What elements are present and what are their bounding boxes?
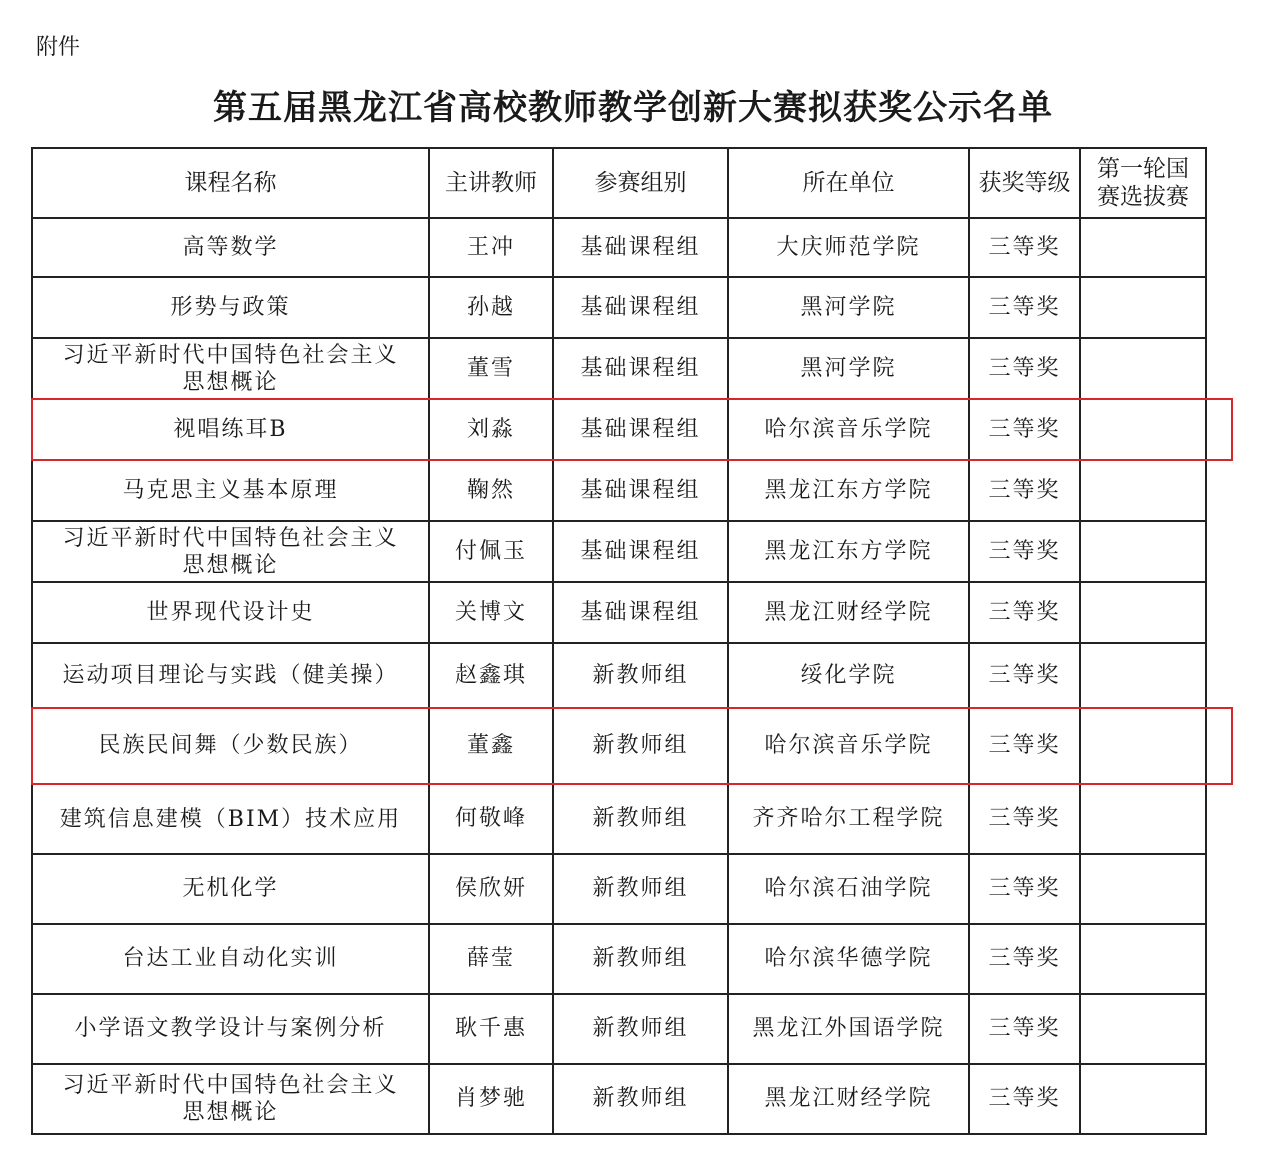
cell-course: 无机化学 [32, 854, 429, 924]
cell-course: 台达工业自动化实训 [32, 924, 429, 994]
cell-award: 三等奖 [969, 1064, 1080, 1134]
cell-course: 习近平新时代中国特色社会主义思想概论 [32, 521, 429, 582]
table-row [32, 854, 1206, 924]
cell-national [1080, 521, 1206, 582]
cell-teacher: 王冲 [429, 218, 553, 277]
table-row [32, 218, 1206, 277]
table-row [32, 277, 1206, 338]
cell-group: 基础课程组 [553, 218, 728, 277]
cell-national [1080, 994, 1206, 1064]
cell-national [1080, 643, 1206, 708]
cell-group: 基础课程组 [553, 277, 728, 338]
cell-teacher: 何敬峰 [429, 784, 553, 854]
cell-unit: 哈尔滨音乐学院 [728, 399, 969, 460]
header-award: 获奖等级 [969, 148, 1080, 218]
cell-national [1080, 854, 1206, 924]
cell-award: 三等奖 [969, 218, 1080, 277]
cell-unit: 齐齐哈尔工程学院 [728, 784, 969, 854]
cell-group: 基础课程组 [553, 582, 728, 643]
cell-teacher: 薛莹 [429, 924, 553, 994]
table-row [32, 708, 1206, 784]
cell-unit: 黑龙江财经学院 [728, 1064, 969, 1134]
cell-course: 世界现代设计史 [32, 582, 429, 643]
cell-group: 新教师组 [553, 994, 728, 1064]
cell-award: 三等奖 [969, 854, 1080, 924]
cell-course: 马克思主义基本原理 [32, 460, 429, 521]
award-list-table [31, 147, 1207, 1135]
cell-unit: 黑龙江东方学院 [728, 460, 969, 521]
cell-unit: 黑河学院 [728, 277, 969, 338]
cell-national [1080, 708, 1206, 784]
cell-teacher: 赵鑫琪 [429, 643, 553, 708]
cell-group: 新教师组 [553, 924, 728, 994]
cell-national [1080, 277, 1206, 338]
cell-group: 新教师组 [553, 784, 728, 854]
cell-teacher: 董鑫 [429, 708, 553, 784]
cell-course: 习近平新时代中国特色社会主义思想概论 [32, 1064, 429, 1134]
cell-unit: 哈尔滨华德学院 [728, 924, 969, 994]
cell-teacher: 关博文 [429, 582, 553, 643]
cell-unit: 黑龙江财经学院 [728, 582, 969, 643]
cell-teacher: 孙越 [429, 277, 553, 338]
cell-national [1080, 1064, 1206, 1134]
table-row [32, 338, 1206, 399]
cell-teacher: 刘淼 [429, 399, 553, 460]
cell-award: 三等奖 [969, 784, 1080, 854]
header-national: 第一轮国赛选拔赛 [1080, 148, 1206, 218]
header-teacher: 主讲教师 [429, 148, 553, 218]
table-header-row [32, 148, 1206, 218]
cell-award: 三等奖 [969, 643, 1080, 708]
cell-teacher: 侯欣妍 [429, 854, 553, 924]
cell-unit: 黑龙江外国语学院 [728, 994, 969, 1064]
cell-unit: 大庆师范学院 [728, 218, 969, 277]
cell-teacher: 耿千惠 [429, 994, 553, 1064]
cell-course: 建筑信息建模（BIM）技术应用 [32, 784, 429, 854]
table-row [32, 784, 1206, 854]
cell-award: 三等奖 [969, 277, 1080, 338]
cell-course: 运动项目理论与实践（健美操） [32, 643, 429, 708]
cell-award: 三等奖 [969, 924, 1080, 994]
cell-course: 形势与政策 [32, 277, 429, 338]
cell-award: 三等奖 [969, 994, 1080, 1064]
cell-group: 基础课程组 [553, 338, 728, 399]
cell-group: 基础课程组 [553, 399, 728, 460]
attachment-label: 附件 [36, 35, 81, 60]
cell-award: 三等奖 [969, 460, 1080, 521]
cell-national [1080, 218, 1206, 277]
table-row [32, 399, 1206, 460]
cell-group: 新教师组 [553, 708, 728, 784]
cell-group: 基础课程组 [553, 521, 728, 582]
cell-group: 新教师组 [553, 1064, 728, 1134]
cell-teacher: 肖梦驰 [429, 1064, 553, 1134]
cell-national [1080, 399, 1206, 460]
cell-award: 三等奖 [969, 338, 1080, 399]
cell-national [1080, 924, 1206, 994]
cell-course: 习近平新时代中国特色社会主义思想概论 [32, 338, 429, 399]
cell-course: 小学语文教学设计与案例分析 [32, 994, 429, 1064]
cell-course: 高等数学 [32, 218, 429, 277]
cell-course: 视唱练耳B [32, 399, 429, 460]
table-row [32, 460, 1206, 521]
table-row [32, 994, 1206, 1064]
cell-award: 三等奖 [969, 399, 1080, 460]
cell-award: 三等奖 [969, 708, 1080, 784]
table-row [32, 582, 1206, 643]
table-row [32, 643, 1206, 708]
cell-unit: 黑龙江东方学院 [728, 521, 969, 582]
cell-award: 三等奖 [969, 521, 1080, 582]
cell-national [1080, 460, 1206, 521]
cell-national [1080, 582, 1206, 643]
cell-group: 基础课程组 [553, 460, 728, 521]
document-title: 第五届黑龙江省高校教师教学创新大赛拟获奖公示名单 [213, 88, 1053, 128]
cell-group: 新教师组 [553, 643, 728, 708]
header-course: 课程名称 [32, 148, 429, 218]
cell-national [1080, 338, 1206, 399]
cell-unit: 绥化学院 [728, 643, 969, 708]
cell-group: 新教师组 [553, 854, 728, 924]
table-row [32, 521, 1206, 582]
cell-teacher: 董雪 [429, 338, 553, 399]
header-group: 参赛组别 [553, 148, 728, 218]
table-row [32, 924, 1206, 994]
cell-award: 三等奖 [969, 582, 1080, 643]
cell-teacher: 鞠然 [429, 460, 553, 521]
cell-national [1080, 784, 1206, 854]
cell-unit: 哈尔滨音乐学院 [728, 708, 969, 784]
header-unit: 所在单位 [728, 148, 969, 218]
cell-teacher: 付佩玉 [429, 521, 553, 582]
cell-course: 民族民间舞（少数民族） [32, 708, 429, 784]
cell-unit: 黑河学院 [728, 338, 969, 399]
table-row [32, 1064, 1206, 1134]
cell-unit: 哈尔滨石油学院 [728, 854, 969, 924]
